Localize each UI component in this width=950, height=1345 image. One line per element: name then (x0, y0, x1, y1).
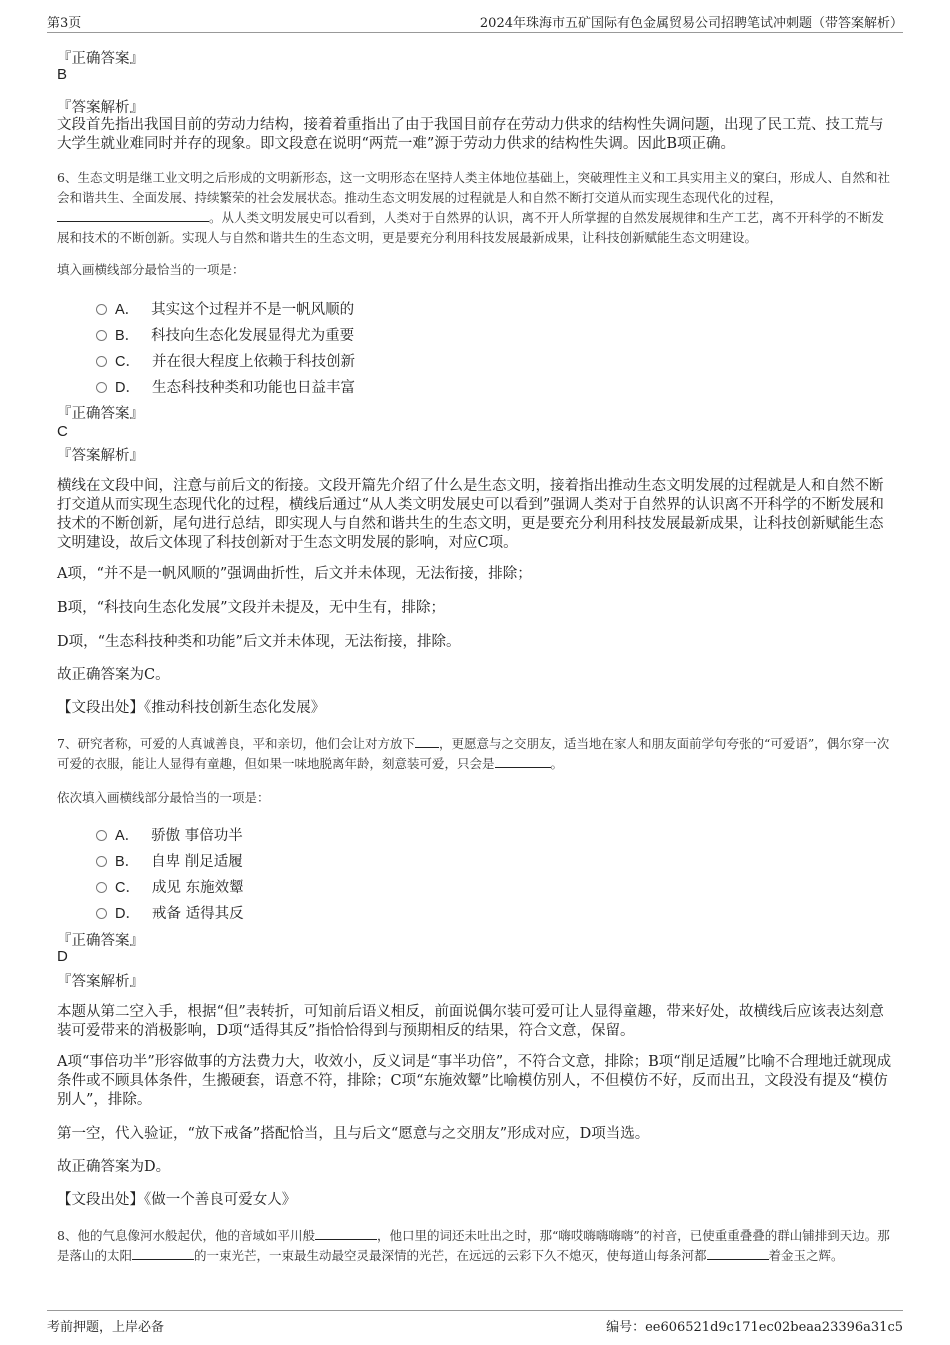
radio-icon[interactable] (96, 856, 107, 867)
q8-blank-2 (132, 1247, 194, 1260)
q7-source: 【文段出处】《做一个善良可爱女人》 (57, 1192, 297, 1208)
q5-analysis-label: 『答案解析』 (57, 100, 144, 116)
radio-icon[interactable] (96, 908, 107, 919)
q7-option-b[interactable]: B． 自卑 削足适履 (96, 850, 243, 871)
page-header (47, 10, 903, 33)
document-code: 编号：ee606521d9c171ec02beaa23396a31c5 (606, 1320, 903, 1335)
q6-blank (57, 209, 209, 222)
q6-option-c[interactable]: C． 并在很大程度上依赖于科技创新 (96, 350, 355, 371)
radio-icon[interactable] (96, 304, 107, 315)
q6-option-d[interactable]: D． 生态科技种类和功能也日益丰富 (96, 376, 355, 397)
q6-prompt: 填入画横线部分最恰当的一项是： (57, 262, 245, 277)
q5-answer: B (57, 66, 68, 83)
page-number: 第3页 (47, 16, 82, 31)
q6-analysis-option-d: D项，“生态科技种类和功能”后文并未体现，无法衔接，排除。 (57, 634, 461, 650)
radio-icon[interactable] (96, 356, 107, 367)
q7-answer: D (57, 948, 68, 965)
q6-conclusion: 故正确答案为C。 (57, 667, 170, 683)
q7-conclusion: 故正确答案为D。 (57, 1159, 171, 1175)
q8-blank-1 (315, 1227, 377, 1240)
q7-analysis-label: 『答案解析』 (57, 974, 144, 990)
q5-answer-label: 『正确答案』 (57, 51, 144, 67)
q6-analysis-label: 『答案解析』 (57, 448, 144, 464)
q8-blank-3 (707, 1247, 769, 1260)
document-title: 2024年珠海市五矿国际有色金属贸易公司招聘笔试冲刺题（带答案解析） (479, 16, 903, 31)
q6-stem-part1: 6、生态文明是继工业文明之后形成的文明新形态，这一文明形态在坚持人类主体地位基础上，突破理性主义和工具实用主义的窠臼，形成人、自然和社会和谐共生、全面发展、持续繁荣的社会发展状态。推动生态文明发展的过程就是人和自然不断打交道从而实现生态现代化的过程， (57, 170, 890, 205)
q7-option-d[interactable]: D． 戒备 适得其反 (96, 902, 244, 923)
q7-option-c[interactable]: C． 成见 东施效颦 (96, 876, 244, 897)
q8-stem: 8、他的气息像河水般起伏，他的音域如平川般 ，他口里的词还未吐出之时，那“嗨哎嗨嗨嗨嗨”的衬音，已使重重叠叠的群山铺排到天边。那是落山的太阳 的一束光芒，一束最生动最空灵最深情的光芒，在远远的云彩下久不熄灭，使每道山每条河都 着金玉之辉。 (57, 1228, 890, 1263)
q6-analysis-option-b: B项，“科技向生态化发展”文段并未提及，无中生有，排除； (57, 600, 445, 616)
radio-icon[interactable] (96, 330, 107, 341)
q7-analysis-first-blank: 第一空，代入验证，“放下戒备”搭配恰当，且与后文“愿意与之交朋友”形成对应，D项当选。 (57, 1126, 650, 1142)
q6-option-a[interactable]: A． 其实这个过程并不是一帆风顺的 (96, 298, 354, 319)
footer-slogan: 考前押题，上岸必备 (47, 1320, 165, 1335)
q7-prompt: 依次填入画横线部分最恰当的一项是： (57, 790, 270, 805)
q6-stem-part2: 。从人类文明发展史可以看到，人类对于自然界的认识，离不开人所掌握的自然发展规律和生产工艺，离不开科学的不断发展和技术的不断创新。实现人与自然和谐共生的生态文明，更是要充分利用科技发展最新成果，让科技创新赋能生态文明建设。 (57, 210, 885, 245)
q5-analysis: 文段首先指出我国目前的劳动力结构，接着着重指出了由于我国目前存在劳动力供求的结构性失调问题，出现了民工荒、技工荒与大学生就业难同时并存的现象。即文段意在说明“两荒一难”源于劳动力供求的结构性失调。因此B项正确。 (57, 117, 884, 152)
q6-analysis-option-a: A项，“并不是一帆风顺的”强调曲折性，后文并未体现，无法衔接，排除； (57, 566, 532, 582)
q7-option-a[interactable]: A． 骄傲 事倍功半 (96, 824, 243, 845)
radio-icon[interactable] (96, 382, 107, 393)
q6-analysis: 横线在文段中间，注意与前后文的衔接。文段开篇先介绍了什么是生态文明，接着指出推动生态文明发展的过程就是人和自然不断打交道从而实现生态现代化的过程，横线后通过“从人类文明发展史可以看到”强调人类对于自然界的认识离不开科学的不断发展和技术的不断创新，尾句进行总结，即实现人与自然和谐共生的生态文明，更是要充分利用科技发展最新成果，让科技创新赋能生态文明建设，故后文体现了科技创新对于生态文明发展的影响，对应C项。 (57, 478, 884, 551)
q7-analysis: 本题从第二空入手，根据“但”表转折，可知前后语义相反，前面说偶尔装可爱可让人显得童趣，带来好处，故横线后应该表达刻意装可爱带来的消极影响，D项“适得其反”指恰恰得到与预期相反的结果，符合文意，保留。 (57, 1004, 884, 1039)
q7-blank-2 (495, 755, 551, 768)
q7-answer-label: 『正确答案』 (57, 933, 144, 949)
radio-icon[interactable] (96, 882, 107, 893)
q6-source: 【文段出处】《推动科技创新生态化发展》 (57, 700, 326, 716)
q6-stem (57, 168, 893, 248)
q6-answer-label: 『正确答案』 (57, 406, 144, 422)
page-footer (47, 1310, 903, 1335)
q6-answer: C (57, 423, 68, 440)
q7-blank-1 (415, 735, 439, 748)
q7-stem: 7、研究者称，可爱的人真诚善良，平和亲切，他们会让对方放下 ，更愿意与之交朋友，适当地在家人和朋友面前学句夸张的“可爱语”，偶尔穿一次可爱的衣服，能让人显得有童趣，但如果一味地脱离年龄，刻意装可爱，只会是 。 (57, 736, 890, 771)
q7-analysis-options: A项“事倍功半”形容做事的方法费力大，收效小，反义词是“事半功倍”，不符合文意，排除；B项“削足适履”比喻不合理地迁就现成条件或不顾具体条件，生搬硬套，语意不符，排除；C项“东施效颦”比喻模仿别人，不但模仿不好，反而出丑，文段没有提及“模仿别人”，排除。 (57, 1054, 892, 1108)
q6-option-b[interactable]: B． 科技向生态化发展显得尤为重要 (96, 324, 354, 345)
radio-icon[interactable] (96, 830, 107, 841)
